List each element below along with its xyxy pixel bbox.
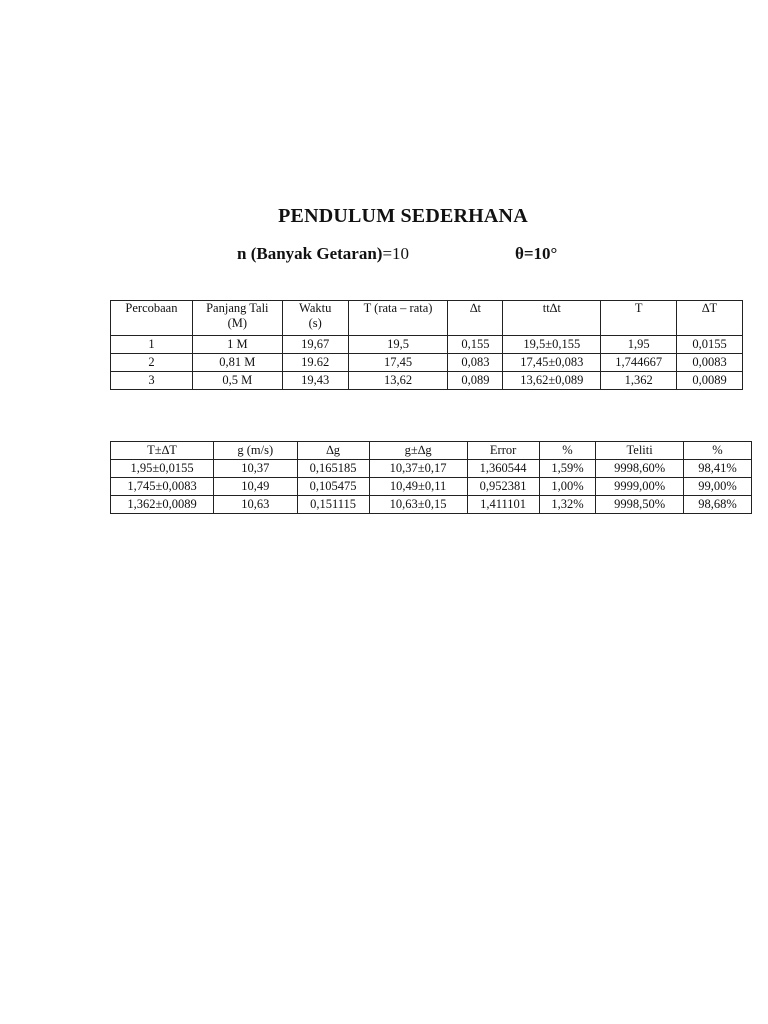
header-cell: % — [539, 442, 596, 460]
document-title: PENDULUM SEDERHANA — [278, 205, 528, 227]
table-cell: 10,37 — [214, 460, 297, 478]
table-cell: 1,95±0,0155 — [111, 460, 214, 478]
table-cell: 0,155 — [448, 336, 503, 354]
table-cell: 1,411101 — [467, 496, 539, 514]
header-cell: T — [601, 301, 677, 336]
table-cell: 1,745±0,0083 — [111, 478, 214, 496]
table-cell: 1,32% — [539, 496, 596, 514]
table-row — [111, 496, 752, 514]
header-cell: tt∆t — [503, 301, 601, 336]
table-cell: 0,089 — [448, 372, 503, 390]
table-cell: 19,67 — [282, 336, 348, 354]
header-cell: ∆T — [677, 301, 743, 336]
header-cell: T±∆T — [111, 442, 214, 460]
subtitle-vibrations-value: =10 — [382, 244, 410, 263]
table-row — [111, 478, 752, 496]
table-row — [111, 460, 752, 478]
header-cell: Percobaan — [111, 301, 193, 336]
table-cell: 1,00% — [539, 478, 596, 496]
table-cell: 19.62 — [282, 354, 348, 372]
table-cell: 19,5±0,155 — [503, 336, 601, 354]
table-cell: 0,0155 — [677, 336, 743, 354]
table-cell: 3 — [111, 372, 193, 390]
table-header-row — [111, 442, 752, 460]
subtitle-angle: θ=10° — [515, 244, 558, 263]
table-cell: 13,62 — [348, 372, 448, 390]
table-cell: 1,360544 — [467, 460, 539, 478]
table-cell: 0,5 M — [192, 372, 282, 390]
table-cell: 0,165185 — [297, 460, 369, 478]
table-cell: 10,63 — [214, 496, 297, 514]
table-cell: 17,45±0,083 — [503, 354, 601, 372]
header-cell: T (rata – rata) — [348, 301, 448, 336]
header-cell: Teliti — [596, 442, 684, 460]
table-cell: 0,0089 — [677, 372, 743, 390]
subtitle-vibrations — [237, 244, 409, 264]
header-cell: Error — [467, 442, 539, 460]
table-cell: 0,151115 — [297, 496, 369, 514]
table-cell: 0,952381 — [467, 478, 539, 496]
table-cell: 1,95 — [601, 336, 677, 354]
table-cell: 19,5 — [348, 336, 448, 354]
table-header-row — [111, 301, 743, 336]
table-cell: 1,362±0,0089 — [111, 496, 214, 514]
header-cell: Waktu (s) — [282, 301, 348, 336]
header-cell: g±∆g — [369, 442, 467, 460]
table-cell: 13,62±0,089 — [503, 372, 601, 390]
table-cell: 0,105475 — [297, 478, 369, 496]
header-cell: ∆g — [297, 442, 369, 460]
table-cell: 1 M — [192, 336, 282, 354]
table-cell: 10,37±0,17 — [369, 460, 467, 478]
table-cell: 9998,60% — [596, 460, 684, 478]
table-cell: 19,43 — [282, 372, 348, 390]
table-cell: 0,0083 — [677, 354, 743, 372]
table-cell: 1 — [111, 336, 193, 354]
table-cell: 98,41% — [683, 460, 751, 478]
table-cell: 0,81 M — [192, 354, 282, 372]
header-cell: ∆t — [448, 301, 503, 336]
header-cell: g (m/s) — [214, 442, 297, 460]
table-cell: 17,45 — [348, 354, 448, 372]
header-cell: Panjang Tali (M) — [192, 301, 282, 336]
table-row — [111, 336, 743, 354]
table-cell: 1,744667 — [601, 354, 677, 372]
table-cell: 10,49±0,11 — [369, 478, 467, 496]
table-cell: 1,59% — [539, 460, 596, 478]
table-row — [111, 372, 743, 390]
table-row — [111, 354, 743, 372]
table-cell: 99,00% — [683, 478, 751, 496]
subtitle-vibrations-label: n (Banyak Getaran) — [237, 244, 383, 263]
table-cell: 9998,50% — [596, 496, 684, 514]
table-cell: 10,49 — [214, 478, 297, 496]
table-cell: 98,68% — [683, 496, 751, 514]
table-cell: 10,63±0,15 — [369, 496, 467, 514]
table-cell: 0,083 — [448, 354, 503, 372]
table-cell: 1,362 — [601, 372, 677, 390]
table-cell: 9999,00% — [596, 478, 684, 496]
gravity-result-table — [110, 441, 752, 514]
header-cell: % — [683, 442, 751, 460]
pendulum-measurement-table — [110, 300, 743, 390]
table-cell: 2 — [111, 354, 193, 372]
